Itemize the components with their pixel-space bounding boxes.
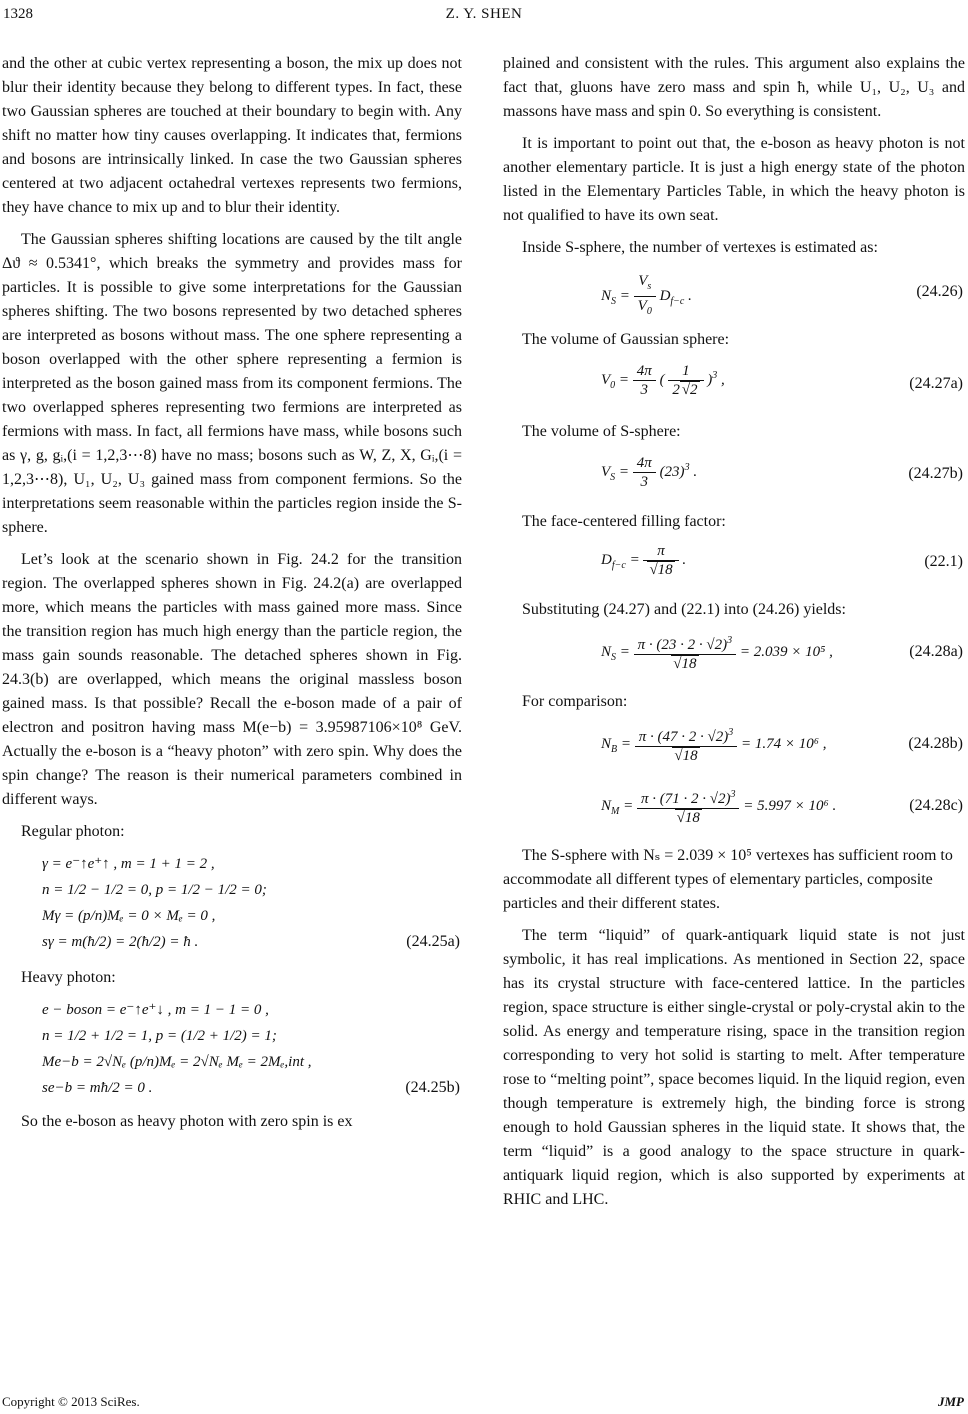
s-sphere-volume-label: The volume of S-sphere: bbox=[522, 423, 681, 440]
paragraph: Let’s look at the scenario shown in Fig. 24.2 for the transition region. The overlapped spheres shown in Fig. 24.2(a) are overlapped more, which means the particles with mass gained more mass. Since the transition region has much high energy than the particle region, the mass gain sounds reasonable. The detached spheres shown in Fig. 24.3(b) are overlapped, which means the original massless boson gained mass. Is that possible? Recall the e-boson made of a pair of electron and positron having mass M(e−b) = 3.95987106×10⁸ GeV. Actually the e-boson is a “heavy photon” with zero spin. Why does the spin change? The reason is their numerical parameters combined in different ways. bbox=[2, 551, 462, 808]
equation-number: (24.28a) bbox=[909, 643, 963, 660]
equation-number: (24.27a) bbox=[909, 375, 963, 392]
equation-number: (24.28b) bbox=[908, 735, 963, 752]
equation-24-26: $N_S$ = $\frac{V_s}{V_0}$ $D_{f-c}$ . (24.26) bbox=[601, 273, 963, 317]
equation-24-27b: $V_S$ = $\frac{4\pi}{3}$ $(23)^3$ . (24.27b) bbox=[601, 455, 963, 490]
equation-number: (24.26) bbox=[916, 283, 963, 300]
paragraph: So the e-boson as heavy photon with zero spin is ex bbox=[21, 1113, 353, 1130]
substitution-label: Substituting (24.27) and (22.1) into (24.26) yields: bbox=[522, 601, 846, 618]
regular-photon-label: Regular photon: bbox=[21, 823, 125, 840]
page-header bbox=[0, 4, 968, 30]
equation-line: e − boson = e⁻↑e⁺↓ , m = 1 − 1 = 0 , bbox=[42, 1002, 269, 1018]
paragraph: The term “liquid” of quark-antiquark liquid state is not just symbolic, it has real implications. As mentioned in Section 22, space has its crystal structure with face-centered lattice. In the particles region, space structure is either single-crystal or poly-crystal akin to the solid. As energy and temperature rising, space in the transition region corresponding to very hot solid is starting to melt. After temperature rose to “melting point”, space becomes liquid. In the liquid region, even though temperature is extremely high, the binding force is strong enough to hold Gaussian spheres in the liquid state. It shows that, the term “liquid” is a good analogy to the space structure in quark-antiquark liquid region, which is also supported by experiments at RHIC and LHC. bbox=[503, 927, 965, 1208]
page-footer bbox=[0, 1394, 968, 1412]
comparison-label: For comparison: bbox=[522, 693, 628, 710]
page-number: 1328 bbox=[3, 6, 33, 22]
paragraph: plained and consistent with the rules. This argument also explains the fact that, gluons have zero mass and spin ħ, while U₁, U₂, U₃ and massons have mass and spin 0. So everything is consistent. bbox=[503, 55, 965, 120]
equation-22-1: $D_{f-c}$ = $\frac{\pi}{√18}$ . (22.1) bbox=[601, 543, 963, 578]
right-column bbox=[503, 52, 965, 1220]
equation-number: (24.25b) bbox=[405, 1079, 460, 1096]
equation-line: Mγ = (p/n)Mₑ = 0 × Mₑ = 0 , bbox=[42, 908, 216, 924]
equation-24-28a: $N_S$ = $\frac{\pi \cdot (23 \cdot 2 \cdot √2)^3}{√18}$ = 2.039 × 10⁵ , (24.28a) bbox=[503, 628, 965, 680]
equation-line: sγ = m(ħ/2) = 2(ħ/2) = ħ . (24.25a) bbox=[2, 928, 462, 954]
paragraph: It is important to point out that, the e-boson as heavy photon is not another elementary particle. It is just a high energy state of the photon listed in the Elementary Particles Table, in which the heavy photon is not qualified to have its own seat. bbox=[503, 135, 965, 224]
equation-number: (22.1) bbox=[924, 553, 963, 570]
paragraph: Inside S-sphere, the number of vertexes is estimated as: bbox=[522, 239, 878, 256]
equation-24-28c: $N_M$ = $\frac{\pi \cdot (71 \cdot 2 \cdot √2)^3}{√18}$ = 5.997 × 10⁶ . (24.28c) bbox=[503, 782, 965, 834]
equation-line: Me−b = 2√Nₑ (p/n)Mₑ = 2√Nₑ Mₑ = 2Mₑ,int , bbox=[42, 1054, 312, 1070]
paragraph: and the other at cubic vertex representing a boson, the mix up does not blur their identity because they belong to different types. In fact, these two Gaussian spheres are touched at their boundary to begin with. Any shift no matter how tiny causes overlapping. It indicates that, fermions and bosons are intrinsically linked. In case the two Gaussian spheres centered at two adjacent octahedral vertexes represents two fermions, they have chance to mix up and to blur their identity. bbox=[2, 55, 462, 216]
paragraph: The Gaussian spheres shifting locations are caused by the tilt angle Δϑ ≈ 0.5341°, which breaks the symmetry and provides mass for particles. It is possible to give some interpretations for the Gaussian spheres shifting. The two bosons represented by two detached spheres are interpreted as bosons without mass. The one sphere representing a boson overlapped with the other sphere representing a fermion is interpreted as the boson gained mass from its component fermions. The two overlapped spheres representing two fermions are interpreted as fermions with mass. In fact, all fermions have mass, while bosons such as γ, g, gᵢ,(i = 1,2,3⋯8) have no mass; bosons such as W, Z, X, Gᵢ,(i = 1,2,3⋯8), U₁, U₂, U₃ gained mass from component fermions. So the interpretations seem reasonable within the particles region inside the S-sphere. bbox=[2, 231, 462, 536]
equation-line: n = 1/2 − 1/2 = 0, p = 1/2 − 1/2 = 0; bbox=[42, 882, 267, 898]
equation-line: n = 1/2 + 1/2 = 1, p = (1/2 + 1/2) = 1; bbox=[42, 1028, 277, 1044]
copyright-text: Copyright © 2013 SciRes. bbox=[2, 1394, 140, 1409]
running-author: Z. Y. SHEN bbox=[445, 6, 523, 22]
equation-24-28b: $N_B$ = $\frac{\pi \cdot (47 \cdot 2 \cdot √2)^3}{√18}$ = 1.74 × 10⁶ , (24.28b) bbox=[503, 720, 965, 772]
filling-factor-label: The face-centered filling factor: bbox=[522, 513, 726, 530]
equation-line: se−b = mħ/2 = 0 . (24.25b) bbox=[2, 1074, 462, 1100]
equation-number: (24.27b) bbox=[908, 465, 963, 482]
equation-line: γ = e⁻↑e⁺↑ , m = 1 + 1 = 2 , bbox=[42, 856, 215, 872]
equation-24-27a: $V_0$ = $\frac{4\pi}{3}$ ( $\frac{1}{2 √2}$ )$^3$ , (24.27a) bbox=[601, 363, 963, 398]
left-column bbox=[2, 52, 462, 1142]
gaussian-volume-label: The volume of Gaussian sphere: bbox=[522, 331, 730, 348]
heavy-photon-label: Heavy photon: bbox=[21, 969, 116, 986]
journal-abbrev: JMP bbox=[938, 1394, 964, 1409]
equation-number: (24.28c) bbox=[909, 797, 963, 814]
equation-number: (24.25a) bbox=[406, 933, 460, 950]
paragraph: The S-sphere with Nₛ = 2.039 × 10⁵ vertexes has sufficient room to accommodate all different types of elementary particles, composite particles and their different states. bbox=[503, 847, 953, 912]
